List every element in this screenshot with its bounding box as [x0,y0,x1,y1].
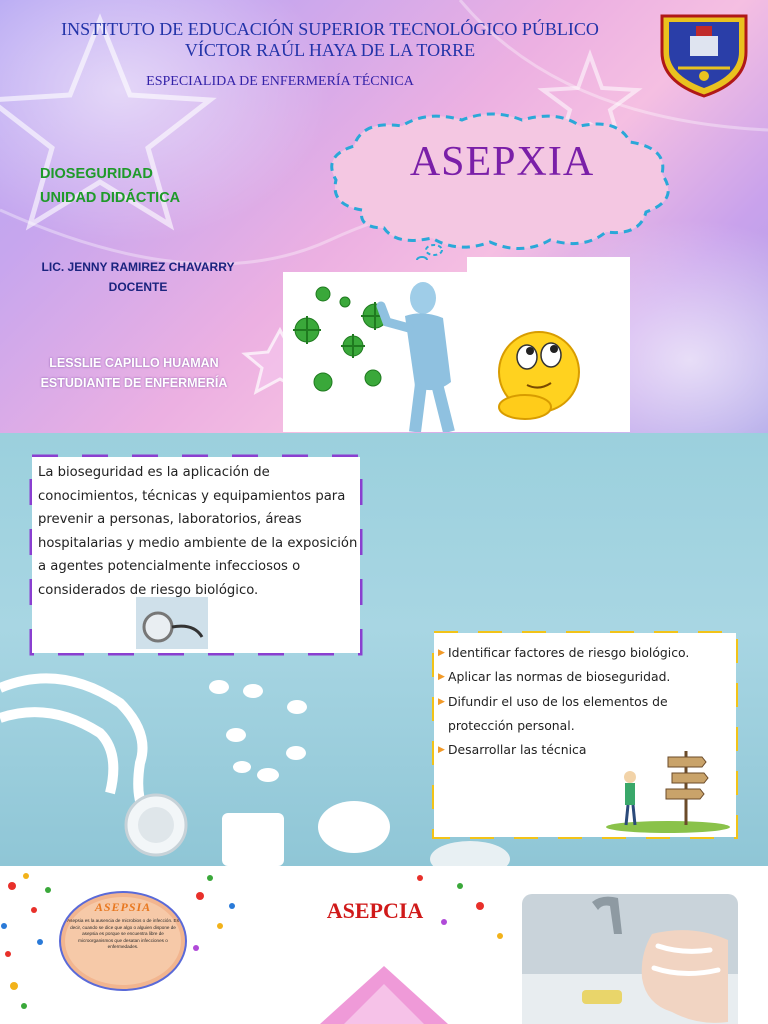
course-line1: DIOSEGURIDAD [40,166,153,182]
asepcia-slide [0,866,768,1024]
specialty-title: ESPECIALIDA DE ENFERMERÍA TÉCNICA [146,74,414,89]
asepsia-definition: Asepsia es la ausencia de microbios o de infección. Es decir, cuando se dice que algo o alguien dispone de asepsia es porque se encuentra libre de microorganismos que desatan infecciones o enfermedades. [67,918,179,949]
title-slide [0,0,768,433]
teacher-name: LIC. JENNY RAMIREZ CHAVARRY [41,260,235,274]
institute-name-line2: VÍCTOR RAÚL HAYA DE LA TORRE [184,40,476,60]
slide-title: ASEPCIA [326,898,424,923]
definition-box [32,457,360,653]
objective-item: ▶ Difundir el uso de los elementos de protección personal. [438,693,668,733]
course-line2: UNIDAD DIDÁCTICA [40,190,181,206]
handwashing-photo [522,894,738,1024]
institute-logo [656,12,752,98]
signpost-illustration [602,743,732,835]
objective-item: ▶ Identificar factores de riesgo biológico. [438,645,690,660]
slide-title: ASEPXIA [409,139,595,185]
virus-shield-illustration [283,272,468,432]
definition-text: La bioseguridad es la aplicación de conocimientos, técnicas y equipamientos para prevenir a personas, laboratorios, áreas hospitalarias y medio ambiente de la exposición a agentes potencialmente infecciosos o considerados de riesgo biológico. [38,465,358,598]
objective-item: ▶ Desarrollar las técnica [438,742,587,758]
teacher-role: DOCENTE [108,280,168,294]
objectives-box [434,633,736,837]
thinking-emoji [467,257,630,432]
objective-item: ▶ Aplicar las normas de bioseguridad. [438,669,671,685]
student-name: LESSLIE CAPILLO HUAMAN [49,356,219,370]
institute-name-line1: INSTITUTO DE EDUCACIÓN SUPERIOR TECNOLÓGICO PÚBLICO [61,19,599,39]
stethoscope-image [136,597,208,649]
asepsia-title: ASEPSIA [94,900,152,914]
student-role: ESTUDIANTE DE ENFERMERÍA [40,376,228,390]
bioseguridad-slide [0,433,768,866]
